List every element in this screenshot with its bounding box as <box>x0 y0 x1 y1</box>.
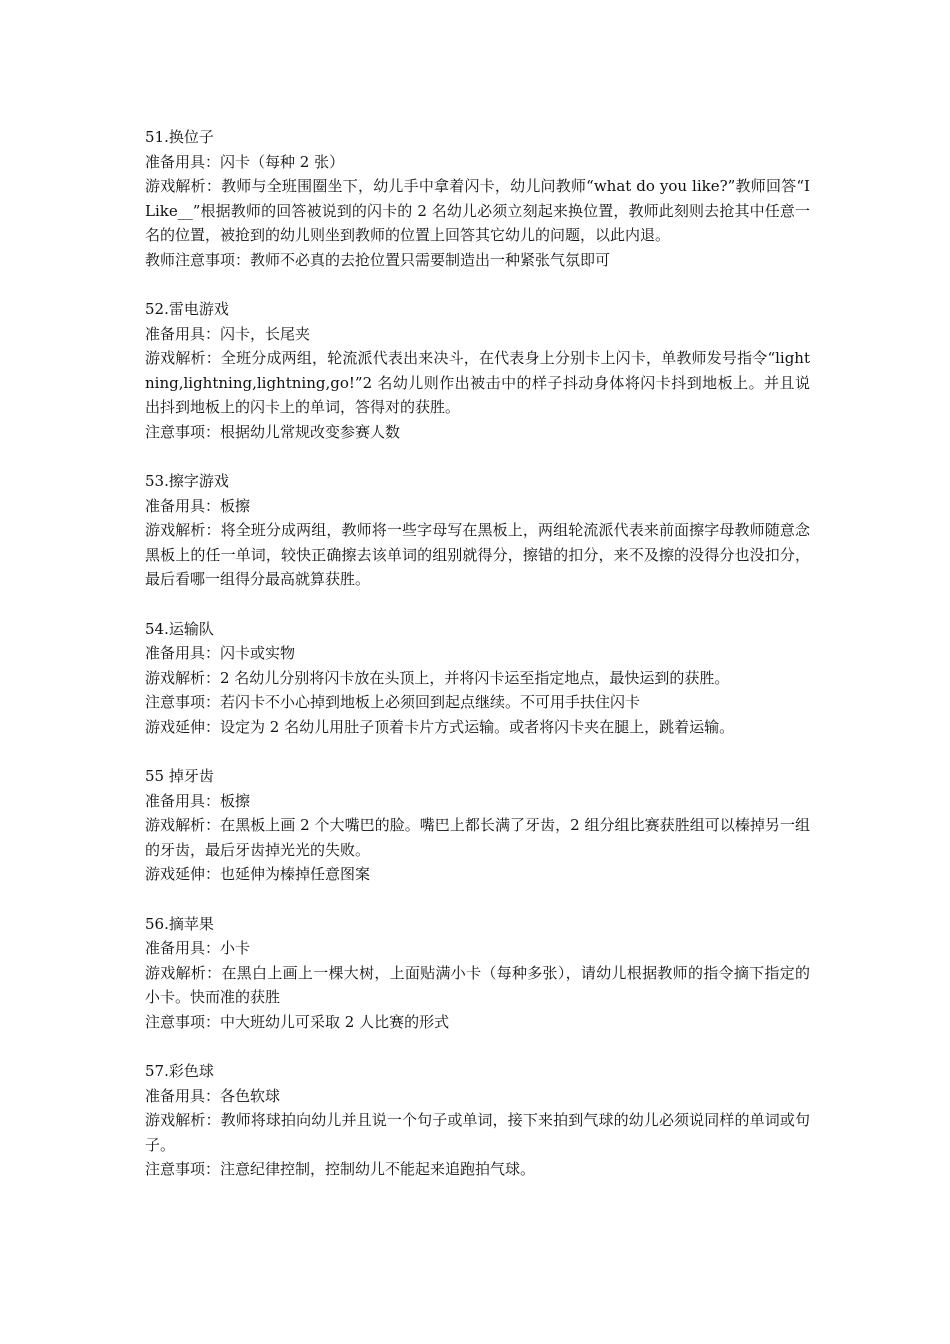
section-52 <box>145 297 810 444</box>
section-line: 游戏解析：全班分成两组，轮流派代表出来决斗，在代表身上分别卡上闪卡，单教师发号指令“lightning,lightning,lightning,go!”2 名幼儿则作出被击中的样子抖动身体将闪卡抖到地板上。并且说出抖到地板上的闪卡上的单词，答得对的获胜。 <box>145 349 810 416</box>
section-title: 57.彩色球 <box>145 1062 214 1080</box>
section-title: 56.摘苹果 <box>145 914 214 933</box>
section-title: 54.运输队 <box>145 619 214 638</box>
section-line: 准备用具：闪卡，长尾夹 <box>145 324 311 343</box>
section-54 <box>145 617 810 740</box>
section-line: 注意事项：注意纪律控制，控制幼儿不能起来追跑拍气球。 <box>145 1160 536 1178</box>
section-line: 准备用具：板擦 <box>145 496 251 515</box>
section-line: 教师注意事项：教师不必真的去抢位置只需要制造出一种紧张气氛即可 <box>145 250 611 269</box>
section-51 <box>145 125 810 272</box>
section-line: 游戏解析：教师与全班围圈坐下，幼儿手中拿着闪卡，幼儿问教师“what do you like?”教师回答“ILike__”根据教师的回答被说到的闪卡的 2 名幼儿必须立刻起来换位置，教师此刻则去抢其中任意一名的位置，被抢到的幼儿则坐到教师的位置上回答其它幼儿的问题，以此内退。 <box>145 177 810 244</box>
section-title: 51.换位子 <box>145 128 214 146</box>
section-57 <box>145 1059 810 1182</box>
section-line: 游戏解析：教师将球拍向幼儿并且说一个句子或单词，接下来拍到气球的幼儿必须说同样的单词或句子。 <box>145 1111 810 1154</box>
section-56 <box>145 912 810 1035</box>
section-title: 55 掉牙齿 <box>145 767 214 785</box>
section-line: 准备用具：闪卡或实物 <box>145 644 296 662</box>
section-line: 游戏解析：将全班分成两组，教师将一些字母写在黑板上，两组轮流派代表来前面擦字母教师随意念黑板上的任一单词，较快正确擦去该单词的组别就得分，擦错的扣分，来不及擦的没得分也没扣分，最后看哪一组得分最高就算获胜。 <box>145 521 810 588</box>
section-line: 游戏解析：在黑板上画 2 个大嘴巴的脸。嘴巴上都长满了牙齿，2 组分组比赛获胜组可以榛掉另一组的牙齿，最后牙齿掉光光的失败。 <box>145 816 810 859</box>
section-line: 注意事项：若闪卡不小心掉到地板上必须回到起点继续。不可用手扶住闪卡 <box>145 693 641 711</box>
section-line: 游戏延伸：设定为 2 名幼儿用肚子顶着卡片方式运输。或者将闪卡夹在腿上，跳着运输。 <box>145 717 735 736</box>
section-line: 注意事项：根据幼儿常规改变参赛人数 <box>145 422 401 441</box>
section-line: 准备用具：闪卡（每种 2 张） <box>145 152 345 171</box>
section-line: 准备用具：小卡 <box>145 939 251 957</box>
section-title: 53.擦字游戏 <box>145 472 229 490</box>
section-line: 游戏解析：在黑白上画上一棵大树，上面贴满小卡（每种多张），请幼儿根据教师的指令摘下指定的小卡。快而准的获胜 <box>145 963 810 1006</box>
section-title: 52.雷电游戏 <box>145 300 229 318</box>
section-line: 注意事项：中大班幼儿可采取 2 人比赛的形式 <box>145 1012 450 1031</box>
section-line: 准备用具：板擦 <box>145 791 251 810</box>
section-line: 游戏延伸：也延伸为榛掉任意图案 <box>145 865 371 883</box>
section-53 <box>145 469 810 592</box>
section-line: 准备用具：各色软球 <box>145 1086 281 1105</box>
section-55 <box>145 764 810 887</box>
document-body <box>145 125 810 1207</box>
section-line: 游戏解析：2 名幼儿分别将闪卡放在头顶上，并将闪卡运至指定地点，最快运到的获胜。 <box>145 668 730 687</box>
